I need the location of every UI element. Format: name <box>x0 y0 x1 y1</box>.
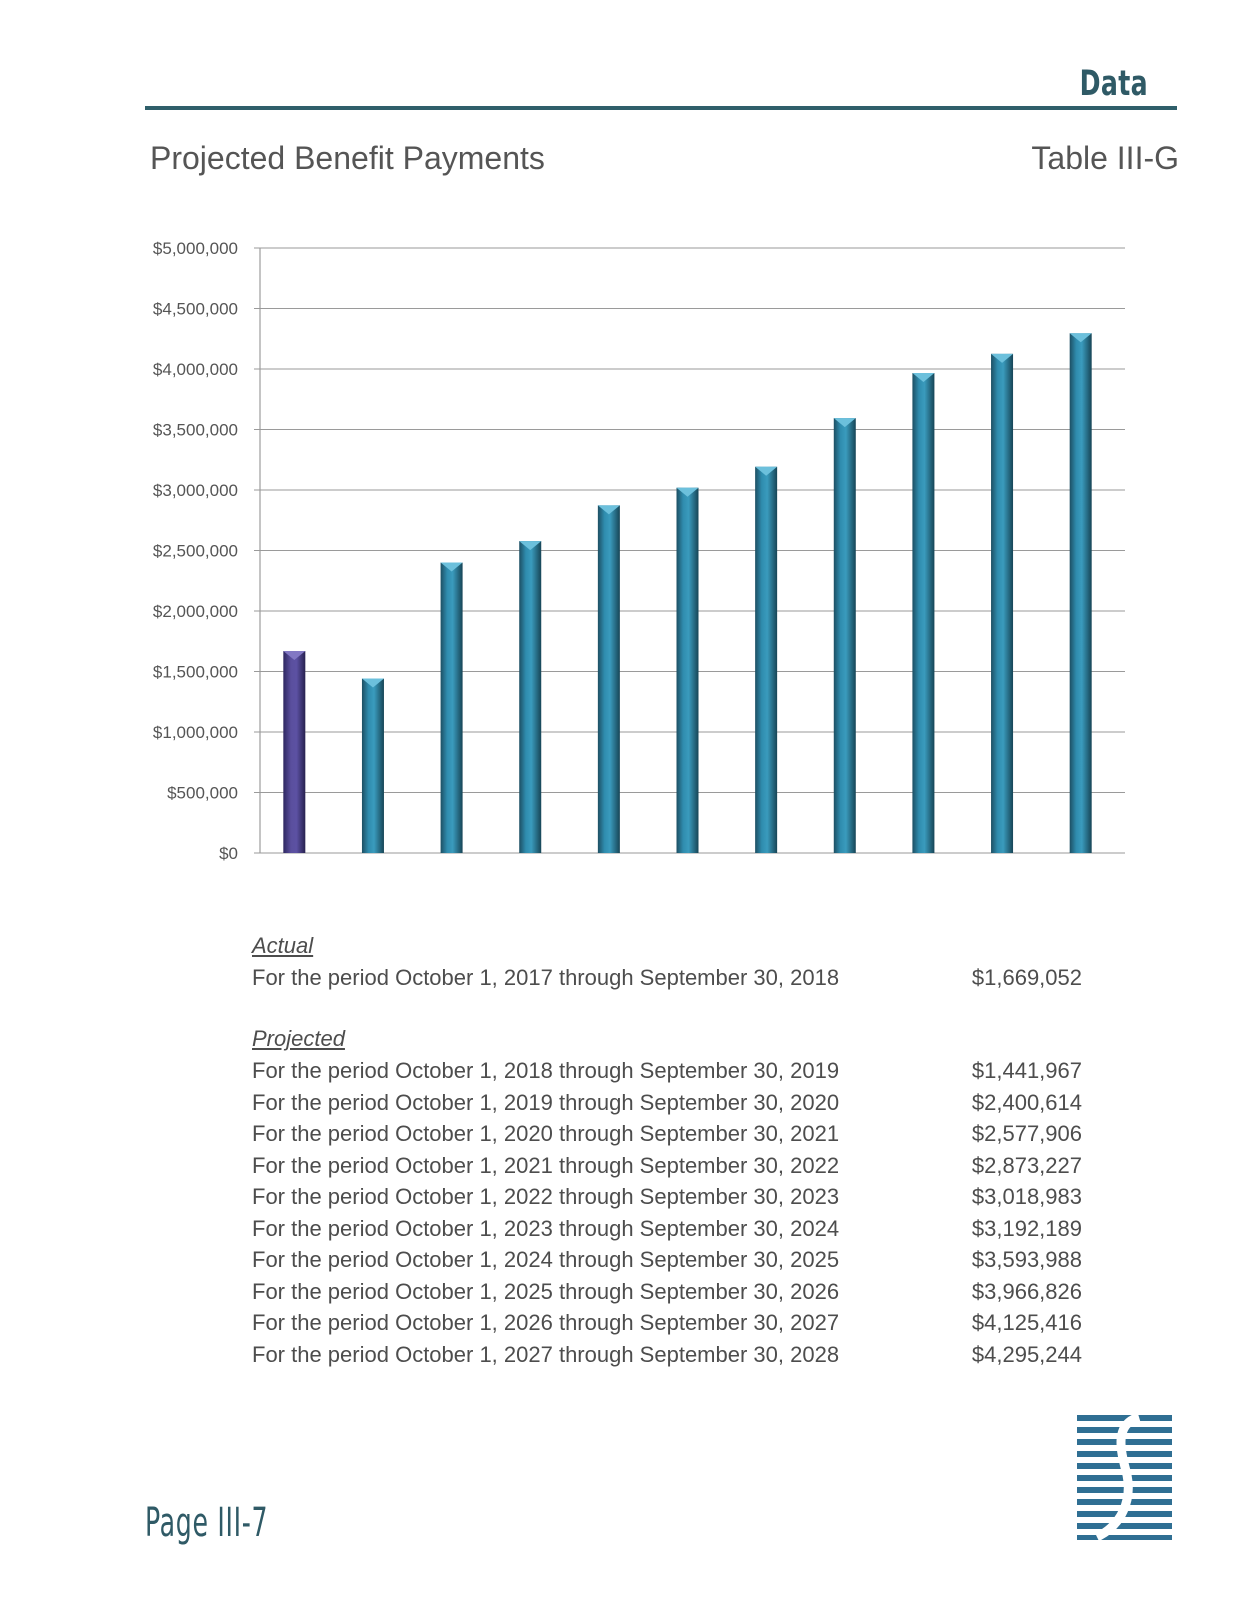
y-tick-label: $5,000,000 <box>152 239 238 258</box>
table-row <box>252 1339 1082 1371</box>
bar-actual <box>283 651 305 853</box>
amount-value: $2,873,227 <box>971 1152 1082 1178</box>
period-label: For the period October 1, 2019 through September 30, 2020 <box>252 1089 840 1115</box>
stripes-logo-icon <box>1077 1415 1172 1540</box>
period-label: For the period October 1, 2021 through September 30, 2022 <box>252 1152 840 1178</box>
page-title: Projected Benefit Payments <box>150 140 545 176</box>
period-label: For the period October 1, 2023 through September 30, 2024 <box>252 1215 840 1241</box>
page-number: Page III-7 <box>145 1500 269 1546</box>
amount-value: $1,669,052 <box>971 965 1082 990</box>
period-label: For the period October 1, 2026 through September 30, 2027 <box>252 1310 840 1335</box>
bar-projected <box>519 541 541 853</box>
y-tick-label: $4,000,000 <box>152 360 238 379</box>
bar-projected <box>598 505 620 853</box>
table-row <box>252 1307 1082 1339</box>
table-row <box>252 1118 1082 1150</box>
bar-projected <box>1070 333 1092 853</box>
period-label: For the period October 1, 2018 through September 30, 2019 <box>252 1058 840 1083</box>
amount-value: $3,966,826 <box>971 1278 1082 1304</box>
bar-projected <box>991 354 1013 853</box>
y-tick-label: $4,500,000 <box>152 299 238 319</box>
projected-heading: Projected <box>252 1026 345 1051</box>
table-id: Table III-G <box>1031 140 1179 176</box>
y-tick-label: $2,500,000 <box>152 541 238 561</box>
y-tick-label: $500,000 <box>167 783 238 803</box>
y-tick-label: $3,000,000 <box>152 481 238 500</box>
bar-projected <box>362 679 384 853</box>
y-tick-label: $1,000,000 <box>152 723 238 742</box>
actual-heading: Actual <box>252 933 314 958</box>
table-row <box>252 1150 1082 1182</box>
bar-projected <box>677 488 699 853</box>
table-row <box>252 1213 1082 1245</box>
amount-value: $2,577,906 <box>971 1121 1082 1146</box>
table-row <box>252 962 1082 994</box>
projected-section <box>252 1023 1082 1370</box>
amount-value: $4,295,244 <box>971 1341 1082 1367</box>
header-rule <box>145 106 1177 110</box>
amount-value: $3,192,189 <box>971 1215 1082 1241</box>
table-row <box>252 1244 1082 1276</box>
benefit-payments-chart <box>140 230 1140 880</box>
period-label: For the period October 1, 2025 through September 30, 2026 <box>252 1278 840 1304</box>
bar-projected <box>834 418 856 853</box>
y-tick-label: $0 <box>219 844 238 863</box>
y-tick-label: $3,500,000 <box>152 420 238 440</box>
period-label: For the period October 1, 2027 through September 30, 2028 <box>252 1341 840 1367</box>
bars <box>283 333 1091 853</box>
period-label: For the period October 1, 2022 through September 30, 2023 <box>252 1184 840 1209</box>
amount-value: $1,441,967 <box>971 1058 1082 1083</box>
bar-projected <box>755 467 777 853</box>
bar-projected <box>441 563 463 853</box>
amount-value: $3,018,983 <box>971 1184 1082 1209</box>
table-row <box>252 1055 1082 1087</box>
period-label: For the period October 1, 2020 through September 30, 2021 <box>252 1121 840 1146</box>
amount-value: $2,400,614 <box>971 1089 1082 1115</box>
y-tick-label: $2,000,000 <box>152 602 238 621</box>
period-label: For the period October 1, 2017 through September 30, 2018 <box>252 965 840 990</box>
y-axis-tick-labels <box>153 239 238 863</box>
table-row <box>252 1181 1082 1213</box>
period-label: For the period October 1, 2024 through September 30, 2025 <box>252 1247 840 1272</box>
amount-value: $4,125,416 <box>971 1310 1082 1335</box>
section-label: Data <box>1079 64 1148 104</box>
actual-section <box>252 930 1082 994</box>
table-row <box>252 1087 1082 1119</box>
table-row <box>252 1276 1082 1308</box>
bar-projected <box>912 373 934 853</box>
y-tick-label: $1,500,000 <box>152 662 238 682</box>
amount-value: $3,593,988 <box>971 1247 1082 1272</box>
